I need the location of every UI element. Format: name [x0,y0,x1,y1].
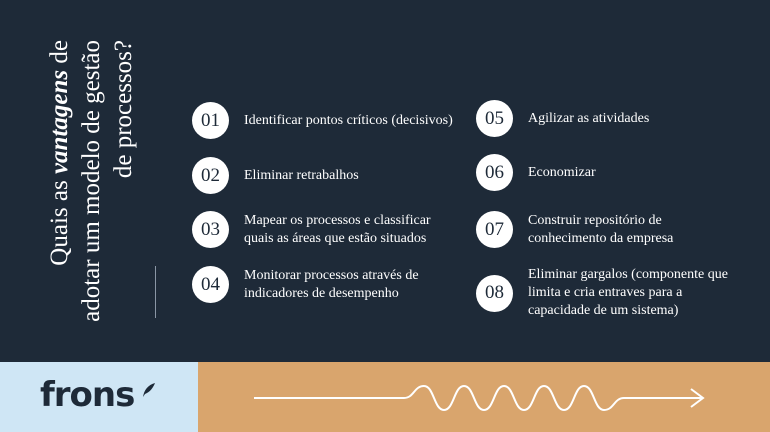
brand-logo: frons [40,375,135,415]
item-text: Mapear os processos e classificar quais as áreas que estão situados [244,212,431,246]
item-text: Monitorar processos através de indicadores de desempenho [244,267,419,301]
item-number-badge: 06 [476,154,513,191]
item-text: Construir repositório de conhecimento da empresa [528,212,674,246]
wavy-arrow-icon [254,380,714,416]
list-item [192,157,459,194]
item-text: Agilizar as atividades [528,110,650,126]
list-item [192,211,459,248]
item-text: Eliminar gargalos (componente que limita e cria entraves para a capacidade de um sistema) [528,267,728,318]
footer-arrow-panel [198,362,770,432]
item-text: Economizar [528,164,596,180]
title-divider [155,266,156,318]
list-item [192,266,459,303]
item-number-badge: 07 [476,211,513,248]
page-title [44,40,140,322]
item-number-badge: 01 [192,102,229,139]
item-number-badge: 05 [476,100,513,137]
item-number-badge: 04 [192,266,229,303]
item-number-badge: 02 [192,157,229,194]
list-item [476,266,743,320]
list-item [476,211,743,248]
footer-logo-panel [0,362,198,432]
title-emphasis: vantagens [46,69,73,175]
title-part-2: de adotar um modelo de gestão de processos? [46,40,137,322]
title-part-1: Quais as [46,174,73,266]
item-number-badge: 03 [192,211,229,248]
item-number-badge: 08 [476,275,513,312]
list-item [476,100,743,137]
list-item [476,154,743,191]
title-container [44,40,144,322]
logo-leaf-icon [142,382,156,398]
item-text: Identificar pontos críticos (decisivos) [244,112,453,128]
list-item [192,102,459,139]
item-text: Eliminar retrabalhos [244,167,359,183]
